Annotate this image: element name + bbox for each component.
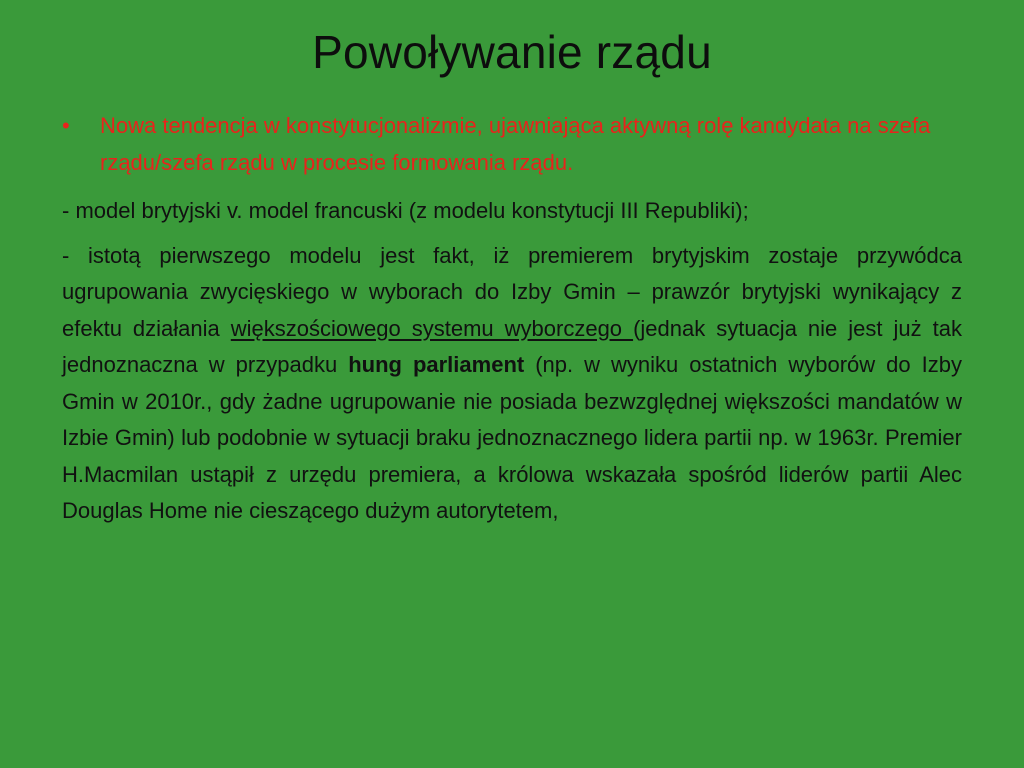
bullet-item [62, 108, 962, 181]
paragraph-text-part3: (np. w wyniku ostatnich wyborów do Izby Gmin w 2010r., gdy żadne ugrupowanie nie posiada bezwzględnej większości mandatów w Izbie Gmin) lub podobnie w sytuacji braku jednoznacznego lidera partii np. w 1963r. Premier H.Macmilan ustąpił z urzędu premiera, a królowa wskazała spośród liderów partii Alec Douglas Home nie cieszącego dużym autorytetem, [62, 352, 963, 523]
bold-term: hung parliament [348, 352, 525, 377]
bullet-text: Nowa tendencja w konstytucjonalizmie, ujawniająca aktywną rolę kandydata na szefa rządu/szefa rządu w procesie formowania rządu. [100, 113, 931, 175]
slide-title: Powoływanie rządu [312, 26, 712, 78]
paragraph-british-model [62, 238, 962, 530]
bullet-dot-icon: • [62, 113, 70, 138]
paragraph-text-part1: - istotą pierwszego modelu jest fakt, iż premierem brytyjskim zostaje przywódca ugrupowania zwycięskiego w wyborach do Izby Gmin – prawzór brytyjski wynikający z efektu działania [62, 242, 962, 341]
slide-content [62, 108, 962, 538]
paragraph-models: - model brytyjski v. model francuski (z modelu konstytucji III Republiki); [62, 198, 749, 223]
paragraph-text-part2: (jednak sytuacja nie jest już tak jednoznaczna w przypadku [62, 315, 962, 377]
underlined-term: większościowego systemu wyborczego [230, 315, 634, 341]
